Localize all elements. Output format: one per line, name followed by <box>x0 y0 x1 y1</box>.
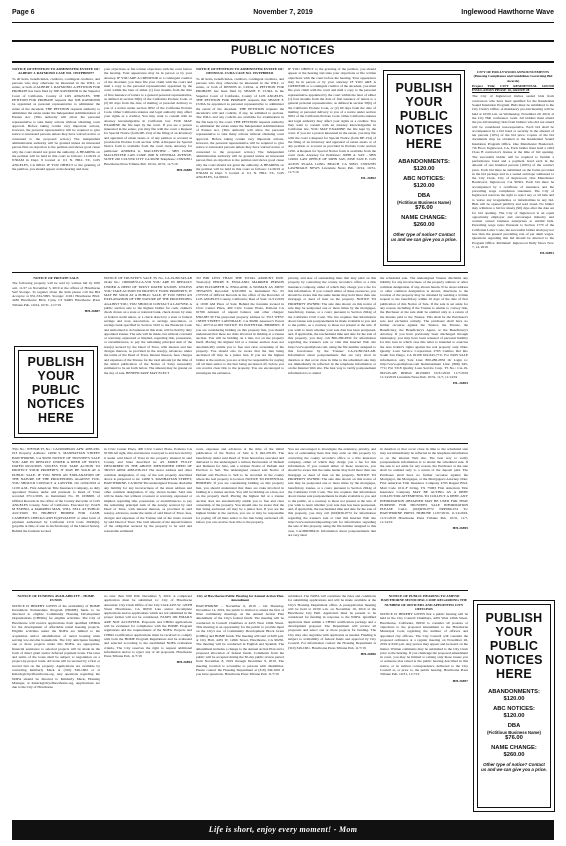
ad-line: NOTICES <box>27 397 85 411</box>
ad-name-price: $260.00 <box>413 222 435 228</box>
ad-abc-label: ABC NOTICES: <box>493 706 535 712</box>
ad-line: PUBLIC <box>489 639 539 653</box>
notice-raymond-estate-cont <box>104 67 192 267</box>
notice-heading: NOTICE OF FUNDING AVAILABILITY – HOME FUNDS <box>17 594 95 603</box>
title-rule-bottom <box>12 61 554 63</box>
notice-body: IF YOU OBJECT to the granting of the petition, you should appear at the hearing and state your objections or file written objections with the court before the hearing. Your appearance may be in person or by your attorney. IF YOU ARE A CREDITOR or a contingent creditor of the decedent, you must file your claim with the court and mail a copy to the personal representative appointed by the court within the later of either (1) four months from the date of first issuance of letters to a general personal representative, as defined in section 58(b) of the California Probate Code, or (2) 60 days from the date of mailing or personal delivery to you of a notice under section 9052 of the California Probate Code. Other California statutes and legal authority may affect your rights as a creditor. You may want to consult with an attorney knowledgeable in California law. YOU MAY EXAMINE the file kept by the court. If you are a person interested in the estate, you may file with the court a Request for Special Notice (form DE-154) of the filing of an inventory and appraisal of estate assets or of any petition or account as provided in Probate Code section 1250. A Request for Special Notice form is available from the court clerk. Attorney for Petitioner: JOHN A. SAY - SBN 119001 LAW OFFICE OF JOHN SAY, JOSE 5220 E. LOS ALTOS PLAZA LONG BEACH CA 90815 CN932785 LAWNDALE NEWS Lawndale News Pub. 10/24, 10/31, 11/7/19 <box>288 67 376 175</box>
notice-code: HH-26897 <box>452 678 468 683</box>
ad-abandon-label: ABANDONMENTS: <box>488 689 540 695</box>
publish-notices-ad-top <box>383 70 465 266</box>
notice-body: To all heirs, beneficiaries, creditors, contingent creditors, and persons who may otherwise be interested in the WILL or estate, or both of ALBERT J. RAYMOND. A PETITION FOR PROBATE has been filed by JOE RAYMOND in the Superior Court of California, County of LOS ANGELES. THE PETITION FOR PROBATE requests that JOE RAYMOND be appointed as personal representative to administer the estate of the decedent. THE PETITION requests authority to administer the estate under the Independent Administration of Estates Act. (This authority will allow the personal representative to take many actions without obtaining court approval. Before taking certain very important actions, however, the personal representative will be required to give notice to interested persons unless they have waived notice or consented to the proposed action.) The independent administration authority will be granted unless an interested person files an objection to the petition and shows good cause why the court should not grant the authority. A HEARING on the petition will be held in this court as follows: 11/26/19 at 8:30AM in Dept. 9 located at 111 N. HILL ST., LOS ANGELES, CA 90012. IF YOU OBJECT to the granting of the petition, you should appear at the hearing and state <box>12 76 100 171</box>
ad-line: PUBLISH <box>27 355 85 369</box>
notice-code: HH-26894 <box>176 660 192 665</box>
ad-line: YOUR <box>37 369 75 383</box>
notice-body: in Civic Center Plaza, 400 Civic Center Plaza, Pomona CA 91766 All right, title and interest conveyed to and now held by it under said Deed of Trust in the property situated in said County and State described as: AS MORE FULLY DESCRIBED IN THE ABOVE MENTIONED DEED OF TRUST APN# 4083-036-013 The street address and other common designation, if any, of the real property described above is purported to be: 14930 S. MANHATTAN STREET, HAWTHORNE, CA 90250 The undersigned Trustee disclaims any liability for any incorrectness of the street address and other common designation, if any, shown herein. Said sale will be made, but without covenant or warranty, expressed or implied, regarding title, possession, or encumbrances, to pay the remaining principal sum of the note(s) secured by said Deed of Trust, with interest thereon, as provided in said note(s), advances, under the terms of said Deed of Trust, fees, charges and expenses of the Trustee and of the trusts created by said Deed of Trust. The total amount of the unpaid balance of the obligation secured by the property to be sold and reasonable estimated <box>104 447 192 533</box>
section-divider <box>12 590 468 591</box>
ad-dba-label: DBA <box>507 723 521 729</box>
notice-heading: NOTICE OF PETITION TO ADMINISTER ESTATE OF: DENNIS R. CUDA CASE NO. 19STPB09441 <box>196 67 284 76</box>
notice-raymond-estate <box>12 67 100 267</box>
notice-body: The City of Inglewood invites sealed bids from contractors who have been qualified for the Residential Sound Insulation Program. Bids must be submitted to the City Clerk's Office. A mandatory pre-bid meeting will be held at 10:00 a.m. on Wednesday, November 20, 2019, at the City Hall conference room. All bidders must attend the pre-bid meeting; bids from bidders who did not attend will be considered non-responsive. Each bid shall be accompanied by a bid bond or security in the amount of ten percent (10%) of the bid price. Copies of the bid documents may be obtained at the Residential Sound Insulation Program Office, One Manchester Boulevard, 7th Floor, Inglewood, CA. Each bidder must hold a valid Class B contractor's license at the time of bid opening. The successful bidder will be required to furnish a performance bond and a payment bond each in the amount of one hundred percent (100%) of the contract price. Each bid must be submitted on the forms provided in the bid package and in a sealed envelope addressed to the City Clerk, City of Inglewood, One Manchester Boulevard, Inglewood, CA 90301. Each bid must be accompanied by a certificate of insurance and the prevailing wage compliance statement. The City of Inglewood reserves the right to reject any or all bids and to waive any irregularities or informalities in any bid. Bids will be opened publicly and read aloud. No bidder may withdraw a bid for ninety (90) days after the date set for bid opening. The City of Inglewood is an equal opportunity employer and encourages minority and women owned business enterprises to submit bids. Prevailing wage rates: Pursuant to Section 1770 of the California Labor Code, the successful bidder shall pay not less than the general prevailing rate of per diem wages. Questions regarding this bid should be directed to the Program Office. Published: Inglewood Daily News Nov. 7, 14, 2019 <box>472 94 554 249</box>
notice-municipal-code <box>380 594 468 812</box>
ad-abandon-price: $120.00 <box>413 166 435 172</box>
notice-cuda-estate <box>196 67 284 267</box>
notice-home-funds-cont <box>104 594 192 812</box>
notice-code: HH-26889 <box>176 167 192 172</box>
notice-heading: City of Hawthorne Public Hearing for Annual Action Plan Amendment <box>196 594 284 603</box>
notice-action-plan-cont <box>288 594 376 812</box>
notice-trustee-sale-england <box>104 276 192 438</box>
ad-other: Other type of notice? Contact us and we can give you a price. <box>481 762 547 773</box>
ad-dba-sub: (Fictitious Business Name) <box>487 730 541 735</box>
section-title: PUBLIC NOTICES <box>230 45 336 57</box>
ad-dba-price: $76.00 <box>415 205 433 211</box>
notice-code: HH-26895 <box>452 526 468 531</box>
ad-line: NOTICES <box>485 653 543 667</box>
notice-heading: NOTICE OF PRIVATE SALE <box>33 276 79 280</box>
notice-trustee-sale-espino-cont4 <box>380 447 468 585</box>
notice-body: To all heirs, beneficiaries, creditors, contingent creditors, and persons who may otherwise be interested in the WILL or estate, or both of DENNIS R. CUDA. A PETITION FOR PROBATE has been filed by SHANE F. CUDA in the Superior Court of California, County of LOS ANGELES. THE PETITION FOR PROBATE requests that SHANE F. CUDA be appointed as personal representative to administer the estate of the decedent. THE PETITION requests the decedent's will and codicils, if any, be admitted to probate. The WILL and any codicils are available for examination in the file kept by the court. THE PETITION requests authority to administer the estate under the Independent Administration of Estates Act. (This authority will allow the personal representative to take many actions without obtaining court approval. Before taking certain very important actions, however, the personal representative will be required to give notice to interested persons unless they have waived notice or consented to the proposed action.) The independent administration authority will be granted unless an interested person files an objection to the petition and shows good cause why the court should not grant the authority. A HEARING on the petition will be held in this court as follows: 11/26/19 at 8:30AM in Dept. 5 located at 111 N. HILL ST., LOS ANGELES, CA 90012. <box>196 76 284 180</box>
notice-code: HH-26887 <box>84 309 100 314</box>
page-header <box>12 9 554 21</box>
notice-action-plan <box>196 594 284 812</box>
footer-banner: Life is short, enjoy every moment! - Mom <box>12 820 554 840</box>
notice-code: HL-26892 <box>361 176 376 181</box>
ad-line: HERE <box>38 411 74 425</box>
ad-abc-price: $120.00 <box>503 713 525 719</box>
notice-body: priority, and size of outstanding liens that may exist on this property by contacting the county recorder's office or a title insurance company, either of which may charge you a fee for this information. If you consult either of these resources, you should be aware that the same lender may hold more than one mortgage or deed of trust on the property. NOTICE TO PROPERTY OWNER: The sale date shown on this notice of sale may be postponed one or more times by the mortgagee, beneficiary, trustee, or a court, pursuant to Section 2924g of the California Civil Code. The law requires that information about trustee sale postponements be made available to you and to the public, as a courtesy to those not present at the sale. If you wish to learn whether your sale date has been postponed, and, if applicable, the rescheduled time and date for the sale of this property, you may call 800-280-2832 for information regarding the trustee's sale or visit this Internet Web site http://www.qualityloan.com, using the file number assigned to this foreclosure by the Trustee: CA-19-861543-AB. Information about postponements that are very short in duration or that occur close in time to the scheduled sale may not immediately be reflected in the telephone information or on the Internet Web site. The best way to verify postponement information is to attend <box>288 276 376 375</box>
notice-body: costs, expenses and advances at the time of the initial publication of the Notice of Sale is $ 492,470.83. The beneficiary under said Deed of Trust heretofore executed and delivered to the undersigned a written Declaration of Default and Demand for Sale, and a written Notice of Default and Election to Sell. The undersigned caused said Notice of Default and Election to Sell to be recorded in the county where the real property is located. NOTICE TO POTENTIAL BIDDERS: If you are considering bidding on this property lien, you should understand that there are risks involved in bidding at a trustee auction. You will be bidding on a lien, not on the property itself. Placing the highest bid at a trustee auction does not automatically entitle you to free and clear ownership of the property. You should also be aware that the lien being auctioned off may be a junior lien. If you are the highest bidder at the auction, you are or may be responsible for paying off all liens senior to the lien being auctioned off, before you can receive clear title to the property. <box>196 447 284 525</box>
notice-trustee-sale-england-cont2 <box>288 276 376 438</box>
notice-trustee-sale-england-cont <box>196 276 284 438</box>
ad-line: HERE <box>406 137 442 151</box>
ad-line: PUBLISH <box>395 81 453 95</box>
notice-body: in duration or that occur close in time to the scheduled sale may not immediately be reflected in the telephone information or on the internet Web site. The best way to verify postponement information is to attend the scheduled sale. If the sale is set aside for any reason, the Purchaser at the sale shall be entitled only to a return of the deposit paid. The Purchaser shall have no further recourse against the Mortgagor, the Mortgagee, or the Mortgagee's Attorney. Date: First American Title Insurance Company 4795 Regent Blvd, Mail Code 1011-F Irving, TX 75063 First American Title Insurance Company MAY BE ACTING AS A DEBT COLLECTOR ATTEMPTING TO COLLECT A DEBT. ANY INFORMATION OBTAINED MAY BE USED FOR THAT PURPOSE FOR TRUSTEES SALE INFORMATION PLEASE CALL (916)939-0772 NPP0361474 To: HAWTHORNE PRESS TRIBUNE 11/07/2019, 11/14/2019, 11/21/2019 Hawthorne Press Tribune Pub. 10/31, 11/7, 11/14/19 <box>380 447 468 525</box>
section-divider <box>12 443 468 444</box>
ad-dba-label: DBA <box>417 193 431 199</box>
ad-line: YOUR <box>495 625 533 639</box>
notice-trustee-sale-england-cont3 <box>380 276 468 438</box>
header-rule <box>12 22 554 23</box>
ad-other: Other type of notice? Contact us and we can give you a price. <box>391 232 457 243</box>
notice-body: the scheduled sale. The undersigned Trustee disclaims any liability for any incorrectness of the property address or other common designation, if any, shown herein. If no street address or other common designation is shown, directions to the location of the property may be obtained by sending a written request to the beneficiary within 10 days of the date of first publication of this Notice of Sale. If the sale is set aside for any reason, including if the Trustee is unable to convey title, the Purchaser at the sale shall be entitled only to a return of the monies paid to the Trustee. This shall be the Purchaser's sole and exclusive remedy. The purchaser shall have no further recourse against the Trustor, the Trustee, the Beneficiary, the Beneficiary's Agent, or the Beneficiary's Attorney. If you have previously been discharged through bankruptcy, you may have been released of personal liability for this loan in which case this letter is intended to exercise the note holder's rights against the real property only. Date: Quality Loan Service Corporation 2763 Camino Del Rio South San Diego, CA 92108 619-645-7711 For NON SALE information only Sale Line: 800-280-2832 Or Login to: http://www.qualityloan.com Reinstatement Line: (866) 645-7711 Ext 5318 Quality Loan Service Corp. TS No.: CA-19-861543-AB IDSPub #0159463 10/31/2019 11/7/2019 11/14/2019 Lawndale News Pub. 10/31, 11/7, 11/14/19 <box>380 276 468 379</box>
ad-line: PUBLISH <box>485 611 543 625</box>
notice-body: HAWTHORNE – November 6, 2019 – On Thursday, November 14, 2019, the public is invited to attend the first of three community meetings on the Annual Action Plan amendment of the City's federal funds. The meeting will be conducted in Council Chambers at 4455 West 126th Street. This meeting is an opportunity for the public to provide input on the City's use of Community Development Block Grant (CDBG) and HOME funds. The meeting will start at 6:00 p.m. at City Hall, 4455 W. 126th Street, Hawthorne, CA 90250. The meeting will be conducted in English and Spanish. The amendment includes a change to the Annual Action Plan and a proposed allocation of federal funds. Comments from the public will be accepted during the 30-day public review period from November 8, 2019 through December 9, 2019. The meeting location is accessible to persons with disabilities. Please contact the Housing Department at (310) 349-1601 if you have questions. Hawthorne Press Tribune Pub. 11/7/19 <box>196 603 284 677</box>
ad-abc-price: $120.00 <box>413 183 435 189</box>
notice-trustee-sale-espino-cont2 <box>196 447 284 585</box>
notice-cuda-estate-cont <box>288 67 376 267</box>
ad-name-price: $260.00 <box>503 752 525 758</box>
ad-line: NOTICES <box>395 123 453 137</box>
ad-line: YOUR <box>405 95 443 109</box>
notice-body: NOTICE OF TRUSTEE'S SALE TS No. CA-19-861543-AB Order No.: 190604870-CA-VOI YOU ARE IN DEFAULT UNDER A DEED OF TRUST DATED 6/3/2005. UNLESS YOU TAKE ACTION TO PROTECT YOUR PROPERTY, IT MAY BE SOLD AT A PUBLIC SALE. IF YOU NEED AN EXPLANATION OF THE NATURE OF THE PROCEEDING AGAINST YOU, YOU SHOULD CONTACT A LAWYER. A public auction sale to the highest bidder for cash, cashier's check drawn on a state or national bank, check drawn by state or federal credit union, or a check drawn by a state or federal savings and loan association, or savings association, or savings bank specified in Section 5102 to the Financial Code and authorized to do business in this state, will be held by duly appointed trustee. The sale will be made, but without covenant or warranty, expressed or implied, regarding title, possession, or encumbrances, to pay the remaining principal sum of the note(s) secured by the Deed of Trust, with interest and late charges thereon, as provided in the note(s), advances, under the terms of the Deed of Trust, interest thereon, fees, charges and expenses of the Trustee for the total amount (at the time of the initial publication of the Notice of Sale) reasonably estimated to be set forth below. The amount may be greater on the day of sale. BENEFICIARY MAY ELECT <box>104 276 192 375</box>
notice-body: The following property will be sold by written bid by 9:00 a.m. 11/27 on November 5, 2019 at the offices of Hawthorne Self Storage. To register about the item please call the Bid Acceptor at 951-534-5995. Storage: 11921 Hawthorne Blvd. 4180 Hawthorne Blvd, Lynn, LT 94005 Hawthorne Press Tribune Pub. 10/24, 10/31, 11/7/19 <box>12 281 100 307</box>
notice-project: Project Title: CITY RESIDENTIAL SOUND INSULATION PHASE 16, GROUP 28 <box>472 83 554 93</box>
ad-dba-sub: (Fictitious Business Name) <box>397 200 451 205</box>
ad-line: HERE <box>496 667 532 681</box>
notice-trustee-sale-espino-cont3 <box>288 447 376 585</box>
notice-heading: NOTICE OF PETITION TO ADMINISTER ESTATE OF: ALBERT J. RAYMOND CASE NO. 19STPB09477 <box>12 67 100 76</box>
notice-body: submitted. The NOFA will constitute the rules and conditions for submitting applications and will be made available at the City's Housing Department office. A preapplication meeting will be held at 10:00 a.m. on November 19, 2019 at the Hawthorne City Hall. Applicants must be present to be considered for funding in response to the NOFA. Qualified applicants must submit a CHDO certification package and a development proposal. The Department will review all proposals and select one or more projects for funding. The City may also negotiate with applicants as needed. Funding is subject to availability of federal funds and approval by City Council. For information contact the Housing Department at (310) 349-1601. Hawthorne Press Tribune Pub. 11/7/19 <box>288 594 376 650</box>
notice-code: HL-26893 <box>453 381 468 386</box>
notice-heading: CITY OF HOLLYWOOD ANNOUNCEMENTS (Housing Compliance and Guidelines Governing Bid Awards) <box>473 70 553 83</box>
notice-city-bid <box>472 70 554 528</box>
section-divider <box>12 272 468 273</box>
notice-body: NOTICE IS HEREBY GIVEN of the availability of HOME Investment Partnerships Program (HOME) funds to be allocated to eligible Community Housing Development Organizations (CHDOs) for eligible activities. The City of Hawthorne will receive applications from qualified CHDOs for the development of affordable rental housing projects. Eligible activities under the NOFA are limited to the acquisition and/or rehabilitation of rental housing units serving low-income households. The City anticipates funding one or more projects under this NOFA. As appropriate, financial assistance to selected projects will be made in the form of direct grant and/or deferred payment loans. The rates and terms of the loans shall be subject to negotiation on a project-by-project basis. All loans will be secured by a first or second lien on the property. Applications are available by contacting Kimberly Mack at (310) 349-1602 or at Kmack@cityofhawthorne.org. Any questions regarding the NOFA should be directed to Kimberly Mack, Housing Manager, at Kmack@cityofhawthorne.org. Applications are due to the City of Hawthorne <box>12 603 100 690</box>
page-number: Page 6 <box>12 9 35 16</box>
notice-body: You are encouraged to investigate the existence, priority, and size of outstanding liens that may exist on this property by contacting the county recorder's office or a title insurance company, either of which may charge you a fee for this information. If you consult either of these resources, you should be aware that the same lender may hold more than one mortgage or deed of trust on the property. NOTICE TO PROPERTY OWNER: The sale date shown on this notice of sale may be postponed one or more times by the mortgagee, beneficiary, trustee, or a court, pursuant to Section 2924g of the California Civil Code. The law requires that information about trustee sale postponements be made available to you and to the public, as a courtesy to those not present at the sale. If you wish to learn whether your sale date has been postponed, and, if applicable, the rescheduled time and date for the sale of this property, you may call (916)939-0772 for information regarding the trustee's sale or visit this Internet Web site http://www.nationwideposting.com for information regarding the sale of this property, using the file number assigned to this case, CA1900286410. Information about postponements that are very short <box>288 447 376 537</box>
publish-notices-ad-mid <box>14 346 98 438</box>
notice-body: no later than 3:00 P.M. December 5, 2019. A completed application must be submitted to: City of Hawthorne Attention: City Clerk Office of the City Clerk 4455 W. 126TH Street Hawthorne, CA 90250 Late and/or incomplete applications and/or applications which are not submitted in the proper format will not be considered. FAXES OR EMAILS ARE NOT ACCEPTED. Proposals and CHDO applications will be evaluated for compliance with the HOME Program regulations and the requirements of the NOFA. Projects and CHDO Certification applications must be received to comply with both the HOME Program Regulations and be evaluated and selected according to the established NOFA evaluation criteria. The City reserves the right to request additional information and/or to reject any or all proposals. Hawthorne Press Tribune Pub. 11/7/19 <box>104 594 192 659</box>
ad-abandon-price: $120.00 <box>503 696 525 702</box>
publication-name: Inglewood Hawthorne Wave <box>461 9 554 16</box>
ad-abandon-label: ABANDONMENTS: <box>398 159 450 165</box>
notice-heading: NOTICE OF PUBLIC HEARING TO AMEND HAWTHORNE MUNICIPAL CODE REGARDING THE NUMBER OF OFFICERS AND APPOINTED CITY OFFICERS <box>380 594 468 611</box>
issue-date: November 7, 2019 <box>253 9 313 16</box>
ad-line: PUBLIC <box>31 383 81 397</box>
notice-body: NOTICE IS HEREBY GIVEN that a public hearing will be held in the City Council Chambers, 4455 West 126th Street, Hawthorne, California, 90250 to consider all protests or objections to the proposed amendment to the Hawthorne Municipal Code regarding the number of officers and appointed city officers. The City Council will consider the proposed ordinance at a regular meeting on November 26, 2019 at 6:00 p.m. Any person may appear and be heard on the matter. Written comments may be submitted to the City Clerk prior to the hearing. If you challenge the proposed amendment in court, you may be limited to raising only those issues you or someone else raised at the public hearing described in this notice, or in written correspondence delivered to the City Council at, or prior to, the public hearing. Hawthorne Press Tribune Pub. 10/31, 11/7/19 <box>380 612 468 677</box>
notice-code: HI-26891 <box>540 251 554 256</box>
notice-home-funds <box>12 594 100 812</box>
publish-notices-ad-bottom <box>473 600 555 812</box>
notice-code: HH-26896 <box>360 651 376 656</box>
ad-abc-label: ABC NOTICES: <box>403 176 445 182</box>
notice-body: TO BID LESS THAN THE TOTAL AMOUNT DUE. Trustor(s): PERRY E. ENGLAND, MARRIED PERSON AND ELIZABETH A. ENGLAND, A WOMAN AS JOINT TENANTS Recorded: 6/10/2005 as Instrument No. 05 1375533 of Official Records in the office of the Recorder of LOS ANGELES County, California; Date of Sale: 11/21/2019 at 10:00 AM Place of Sale: Behind the fountain located in Civic Center Plaza, 400 Civic Center Plaza, Pomona CA 91766 Amount of unpaid balance and other charges: $392,887.30 The purported property address is: 3513 WEST 158TH STREET LAWNDALE, CA 90260 Assessor's Parcel No.: 4077-012-003 NOTICE TO POTENTIAL BIDDERS: If you are considering bidding on this property lien, you should understand that there are risks involved in bidding at a trustee auction. You will be bidding on a lien, not on the property itself. Placing the highest bid at a trustee auction does not automatically entitle you to free and clear ownership of the property. You should also be aware that the lien being auctioned off may be a junior lien. If you are the highest bidder at the auction, you are or may be responsible for paying off all liens senior to the lien being auctioned off, before you can receive clear title to the property. You are encouraged to investigate the existence, <box>196 276 284 375</box>
ad-dba-price: $76.00 <box>505 735 523 741</box>
notice-private-sale <box>12 276 100 342</box>
title-rule-top <box>12 40 554 42</box>
notice-trustee-sale-espino-cont <box>104 447 192 585</box>
ad-name-label: NAME CHANGE: <box>491 745 537 751</box>
notice-trustee-sale-espino <box>12 447 100 585</box>
notice-body: your objections or file written objections with the court before the hearing. Your appearance may be in person or by your attorney. IF YOU ARE A CREDITOR or a contingent creditor of the decedent, you must file your claim with the court and mail a copy to the personal representative appointed by the court within the later of either (1) four months from the date of first issuance of letters to a general personal representative, as defined in section 58(b) of the California Probate Code, or (2) 60 days from the date of mailing or personal delivery to you of a notice under section 9052 of the California Probate Code. Other California statutes and legal authority may affect your rights as a creditor. You may want to consult with an attorney knowledgeable in California law. YOU MAY EXAMINE the file kept by the court. If you are a person interested in the estate, you may file with the court a Request for Special Notice (form DE-154) of the filing of an inventory and appraisal of estate assets or of any petition or account as provided in Probate Code section 1250. A Request for Special Notice form is available from the court clerk. Attorney for petitioner: ANDREA G. MACLEISTER - SBN 152628 MACLEISTER LAW CORP 1600 N CENTRAL AVENUE, SUITE 240 CULVER CITY CA 90230 Telephone: CN932851 Hawthorne Press Tribune Pub. 10/24, 10/31, 11/7/19 <box>104 67 192 166</box>
ad-line: PUBLIC <box>399 109 449 123</box>
ad-name-label: NAME CHANGE: <box>401 215 447 221</box>
notice-body: TSG No.: 8787848 TS No.: CA1900286410 APN: 4083-036-013 Property Address: 14930 S. MANHATTAN STREET HAWTHORNE, CA 90250 NOTICE OF TRUSTEE'S SALE YOU ARE IN DEFAULT UNDER A DEED OF TRUST, DATED 06/22/2005. UNLESS YOU TAKE ACTION TO PROTECT YOUR PROPERTY, IT MAY BE SOLD AT A PUBLIC SALE. IF YOU NEED AN EXPLANATION OF THE NATURE OF THE PROCEEDING AGAINST YOU, YOU SHOULD CONTACT A LAWYER. On 12/04/2019 at 11:00 A.M., First American Title Insurance Company, as duly appointed Trustee under and pursuant to Deed of Trust recorded 07/11/2005, as Instrument No. 05 1636608, of Official Records in the office of the County Recorder of LOS ANGELES County, State of California. Executed by: JUAN M ESPINO, A MARRIED MAN, WILL SELL AT PUBLIC AUCTION TO HIGHEST BIDDER FOR CASH, CASHIER'S CHECK/CASH EQUIVALENT or other form of payment authorized by California Civil Code 2924h(b), (payable at time of sale in lawful money of the United States). Behind the fountain located <box>12 447 100 533</box>
